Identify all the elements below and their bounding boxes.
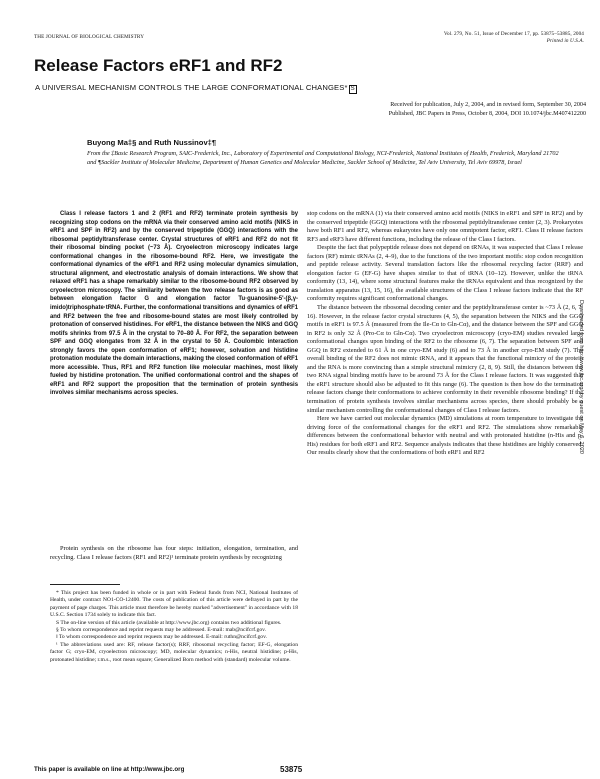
download-watermark-text[interactable]: Downloaded from http://www.jbc.org/ by guest on May 6, 2020 [578, 300, 584, 454]
article-title: Release Factors eRF1 and RF2 [34, 56, 283, 75]
subtitle-text: A UNIVERSAL MECHANISM CONTROLS THE LARGE CONFORMATIONAL CHANGES* [35, 83, 348, 92]
abstract-text: Class I release factors 1 and 2 (RF1 and RF2) terminate protein synthesis by recognizing stop codons on the mRNA via their conserved amino acid motifs (NIKS in eRF1 and SPF in RF2) and by the conserved tripeptide (GGQ) interactions with the ribosomal peptidyltransferase center. Crystal structures of eRF1 and RF2 do not fit their ribosomal binding pocket (~73 Å). Cryoelectron microscopy indicates large conformational changes in the ribosome-bound RF2. Here, we investigate the conformational dynamics of the eRF1 and RF2 using molecular dynamics simulation, structural alignment, and electrostatic analysis of domain interactions. We show that relaxed eRF1 has a shape remarkably similar to the ribosome-bound RF2 observed by cryoelectron microscopy. The similarity between the two release factors is as good as between elongation factor G and elongation factor Tu·guanosine-5'-(β,γ-imido)triphosphate·tRNA. Further, the conformational transitions and dynamics of eRF1 and RF2 between the free and ribosome-bound states are most likely controlled by protonation of conserved histidines. For eRF1, the distance between the NIKS and GGQ motifs shrinks from 97.5 Å in the crystal to 70–80 Å. For RF2, the separation between SPF and GGQ elongates from 32 Å in the crystal to 50 Å. Coulombic interaction strongly favors the open conformation of eRF1; however, solvation and histidine protonation modulate the domain interactions, making the closed conformation of eRF1 more accessible. Thus, RF1 and RF2 function like molecular machines, most likely fueled by histidine protonation. The unified conformational control and the shapes of eRF1 and RF2 support the proposition that the termination of protein synthesis involves similar mechanisms across species. [50, 211, 298, 397]
body-paragraph: The distance between the ribosomal decoding center and the peptidyltransferase center is ~73 Å (2, 6, 7, 16). However, in the release factor crystal structures (4, 5), the separation between the NIKS and the GGQ motifs in eRF1 is 97.5 Å (measured from the Ile-Cα to Gln-Cα), and the distance between the SPF and GGQ in RF2 is only 32 Å (Pro-Cα to Gln-Cα). Two cryoelectron microscopy (cryo-EM) studies revealed large conformational changes upon binding of the RF2 to the ribosome (6, 7). The separation between SPF and GGQ in RF2 extended to 61 Å in one cryo-EM study (6) and to 73 Å in another cryo-EM study (7). The overall binding of the RF2 does not mimic tRNA, and it appears that the functional mimicry of the protein and the RNA is more convincing than a simple structural mimicry (2, 8, 9). Still, the distances between the two RNA signal binding motifs have to be around 73 Å for the Class I release factors. It was suggested that the eRF1 structure should also be adjusted to fit this range (6). The question is then how do the termination release factors change their conformations to achieve conformity in their reversible ribosome binding? If the termination of protein synthesis involves similar mechanisms across species, there should probably be a similar mechanism controlling the conformational changes of Class I release factors. [307, 304, 583, 414]
footnote-correspondence-ma: § To whom correspondence and reprint requests may be addressed. E-mail: mab@ncifcrf.gov. [56, 627, 266, 634]
page-number: 53875 [280, 765, 303, 774]
published-line: Published, JBC Papers in Press, October 8, 2004, DOI 10.1074/jbc.M407412200 [388, 111, 586, 118]
availability-note[interactable]: This paper is available on line at http://www.jbc.org [34, 766, 185, 773]
volume-info: Vol. 279, No. 51, Issue of December 17, pp. 53875–53885, 2004 [443, 31, 584, 37]
received-line: Received for publication, July 2, 2004, and in revised form, September 30, 2004 [390, 102, 586, 108]
article-subtitle [35, 83, 357, 94]
body-paragraph: Here we have carried out molecular dynamics (MD) simulations at room temperature to investigate the driving force of the conformational changes for the eRF1 and RF2. The simulations show remarkable differences between the conformational behavior with neutral and with protonated histidine (n-His and p-His) residues for both eRF1 and RF2. Sequence analysis indicates that these histidines are highly conserved. Our results clearly show that the conformations of both eRF1 and RF2 [307, 415, 583, 457]
journal-name: THE JOURNAL OF BIOLOGICAL CHEMISTRY [34, 34, 145, 40]
intro-left-column [50, 545, 298, 562]
authors: Buyong Ma‡§ and Ruth Nussinov‡¶ [87, 138, 217, 147]
footnote-correspondence-nussinov: ‖ To whom correspondence and reprint requests may be addressed. E-mail: ruthn@ncifcrf.gov. [56, 634, 267, 641]
affiliation: From the ‡Basic Research Program, SAIC-Frederick, Inc., Laboratory of Experimental and Computational Biology, NCI-Frederick, National Institutes of Health, Frederick, Maryland 21702 and ¶Sackler Institute of Molecular Medicine, Department of Human Genetics and Molecular Medicine, Sackler School of Medicine, Tel Aviv University, Tel Aviv 69978, Israel [87, 150, 559, 166]
download-watermark [575, 300, 585, 620]
footnote-funding: * This project has been funded in whole or in part with Federal funds from NCI, National Institutes of Health, under contract NO1-CO-12400. The costs of publication of this article were defrayed in part by the payment of page charges. This article must therefore be hereby marked "advertisement" in accordance with 18 U.S.C. Section 1734 solely to indicate this fact. [50, 590, 298, 619]
publication-dates [256, 101, 586, 120]
supplement-icon: S [350, 86, 355, 92]
footnotes [50, 590, 298, 664]
body-right-column [307, 210, 583, 458]
footnote-rule [50, 584, 120, 585]
intro-paragraph: Protein synthesis on the ribosome has four steps: initiation, elongation, termination, and recycling. Class I release factors (RF1 and RF2)¹ terminate protein synthesis by recognizing [50, 545, 298, 561]
footnote-abbreviations: ¹ The abbreviations used are: RF, release factor(s); RRF, ribosomal recycling factor; EF-G, elongation factor G; cryo-EM, cryoelectron microscopy; MD, molecular dynamics; n-His, neutral histidine; p-His, protonated histidine; r.m.s., root mean square; Generalized Born method with (standard) molecular volume. [50, 641, 298, 663]
abstract [50, 210, 298, 398]
volume-info-block [444, 31, 584, 45]
footnote-supplement: S The on-line version of this article (available at http://www.jbc.org) contains two additional figures. [56, 619, 282, 626]
body-paragraph: Despite the fact that polypeptide release does not depend on tRNAs, it was suspected that Class I release factors (RF) mimic tRNAs (2, 4–9), due to the functions of the two important motifs: stop codon recognition and peptide release activity. Several translation factors like the ribosomal recycling factor (RRF) and elongation factor G (EF-G) have shapes similar to that of tRNA (10–12). However, unlike the tRNA conformity (13, 14), where some structural features make the tRNAs equivalent and thus recognized by the translation apparatus (13, 15, 16), the available structures of the Class I release factors indicate that the RF conformity requires significant conformational changes. [307, 244, 583, 303]
printed-note: Printed in U.S.A. [546, 38, 584, 44]
body-paragraph: stop codons on the mRNA (1) via their conserved amino acid motifs (NIKS in eRF1 and SPF in RF2) and by the conserved tripeptide (GGQ) interactions with the ribosomal peptidyltransferase center (2, 3). Prokaryotes have both RF1 and RF2, whereas eukaryotes have only one omnipotent factor, eRF1. Class II release factors RF3 and eRF3 have different functions, including the release of the Class I factors. [307, 210, 583, 243]
